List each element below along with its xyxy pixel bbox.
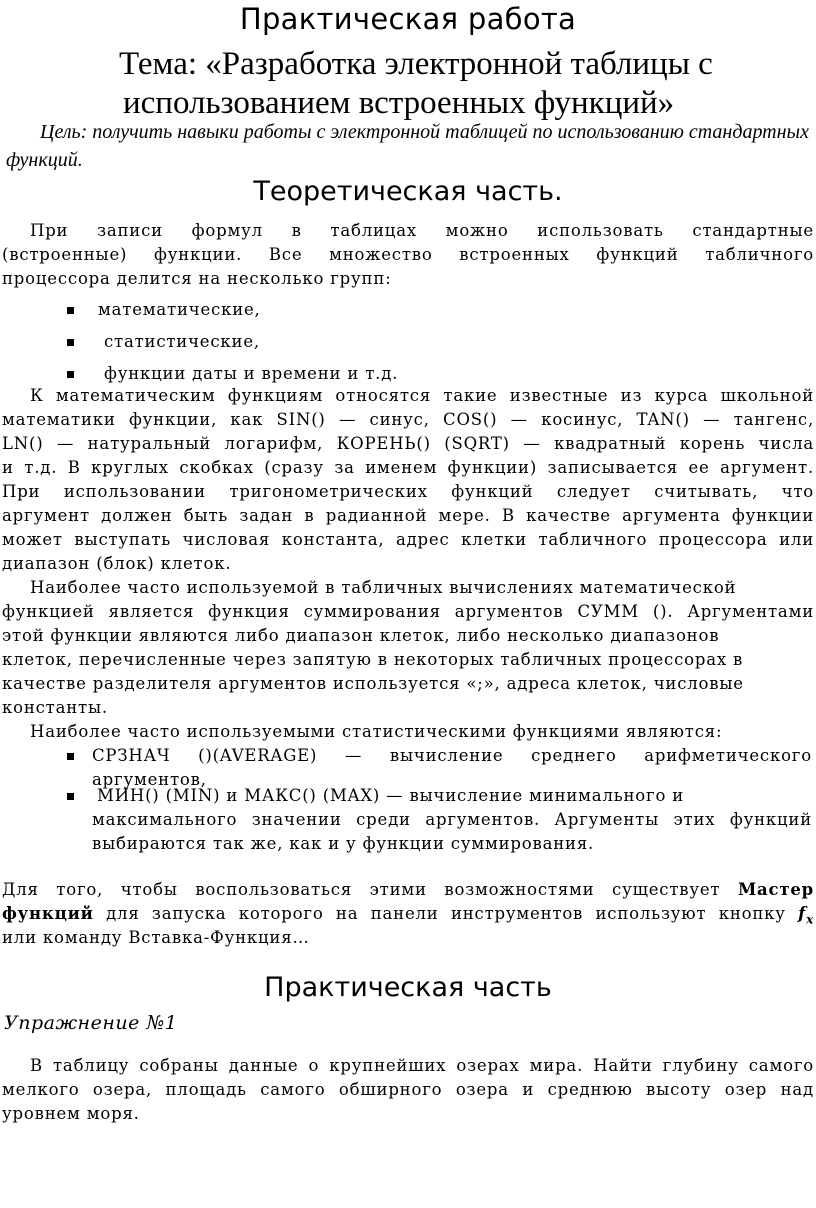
wizard-term: функций <box>2 904 94 923</box>
bullet-icon <box>67 793 74 800</box>
math-line-1: К математическим функциям относятся такие известные из курса школьной <box>30 386 814 405</box>
sum-line-6: константы. <box>2 698 108 717</box>
topic-line-1: Тема: «Разработка электронной таблицы с <box>119 46 713 82</box>
wizard-text: для запуска которого на панели инструментов используют кнопку <box>106 904 786 923</box>
math-line-7: может выступать числовая константа, адрес клетки табличного процессора или <box>2 530 814 549</box>
intro-line-3: процессора делится на несколько групп: <box>2 269 392 288</box>
stat-item-minmax-line-2: максимального значении среди аргументов. Аргументы этих функций <box>92 810 812 829</box>
sum-line-1: Наиболее часто используемой в табличных вычислениях математической <box>30 578 737 597</box>
math-line-3: LN() — натуральный логарифм, КОРЕНЬ() (SQRT) — квадратный корень числа <box>2 434 814 453</box>
bullet-icon <box>67 339 74 346</box>
wizard-line-3: или команду Вставка-Функция… <box>2 928 310 947</box>
task-line-1: В таблицу собраны данные о крупнейших озерах мира. Найти глубину самого <box>30 1056 814 1075</box>
sum-line-2: функцией является функция суммирования аргументов СУММ (). Аргументами <box>2 602 814 621</box>
stat-item-minmax-line-3: выбираются так же, как и у функции суммирования. <box>92 834 595 853</box>
stat-intro: Наиболее часто используемыми статистическими функциями являются: <box>30 722 723 741</box>
bullet-icon <box>67 307 74 314</box>
page-title: Практическая работа <box>239 2 577 36</box>
group-item: математические, <box>98 300 261 319</box>
exercise-label: Упражнение №1 <box>4 1012 178 1034</box>
math-line-2: математики функции, как SIN() — синус, COS() — косинус, TAN() — тангенс, <box>2 410 814 429</box>
wizard-line-1 <box>2 878 814 902</box>
task-line-2: мелкого озера, площадь самого обширного озера и среднюю высоту озер над <box>2 1080 814 1099</box>
sum-line-5: качестве разделителя аргументов используется «;», адреса клеток, числовые <box>2 674 744 693</box>
function-wizard-icon: $f_x$ <box>798 904 815 927</box>
sum-line-4: клеток, перечисленные через запятую в некоторых табличных процессорах в <box>2 650 744 669</box>
group-item: статистические, <box>104 332 260 351</box>
intro-line-2: (встроенные) функции. Все множество встроенных функций табличного <box>2 245 814 264</box>
math-line-8: диапазон (блок) клеток. <box>2 554 232 573</box>
wizard-text: Для того, чтобы воспользоваться этими возможностями существует <box>2 880 721 899</box>
math-line-5: При использовании тригонометрических функций следует считывать, что <box>2 482 814 501</box>
practice-heading: Практическая часть <box>264 972 552 1003</box>
math-line-6: аргумент должен быть задан в радианной мере. В качестве аргумента функции <box>2 506 814 525</box>
goal-statement: Цель: получить навыки работы с электронной таблицей по использованию стандартных функций. <box>6 121 809 171</box>
bullet-icon <box>67 371 74 378</box>
bullet-icon <box>67 753 74 760</box>
theory-heading: Теоретическая часть. <box>253 176 563 207</box>
stat-item-minmax-line-1: МИН() (MIN) и МАКС() (MAX) — вычисление минимального и <box>97 786 685 805</box>
stat-item-average-line-2: аргументов, <box>92 770 207 789</box>
intro-line-1: При записи формул в таблицах можно использовать стандартные <box>30 221 814 240</box>
group-item: функции даты и времени и т.д. <box>104 364 399 383</box>
topic-line-2: использованием встроенных функций» <box>123 85 675 121</box>
wizard-term: Мастер <box>737 880 814 899</box>
stat-item-average-line-1: СРЗНАЧ ()(AVERAGE) — вычисление среднего арифметического <box>92 746 812 765</box>
task-line-3: уровнем моря. <box>2 1104 140 1123</box>
math-line-4: и т.д. В круглых скобках (сразу за именем функции) записывается ее аргумент. <box>2 458 814 477</box>
sum-line-3: этой функции являются либо диапазон клеток, либо несколько диапазонов <box>2 626 720 645</box>
